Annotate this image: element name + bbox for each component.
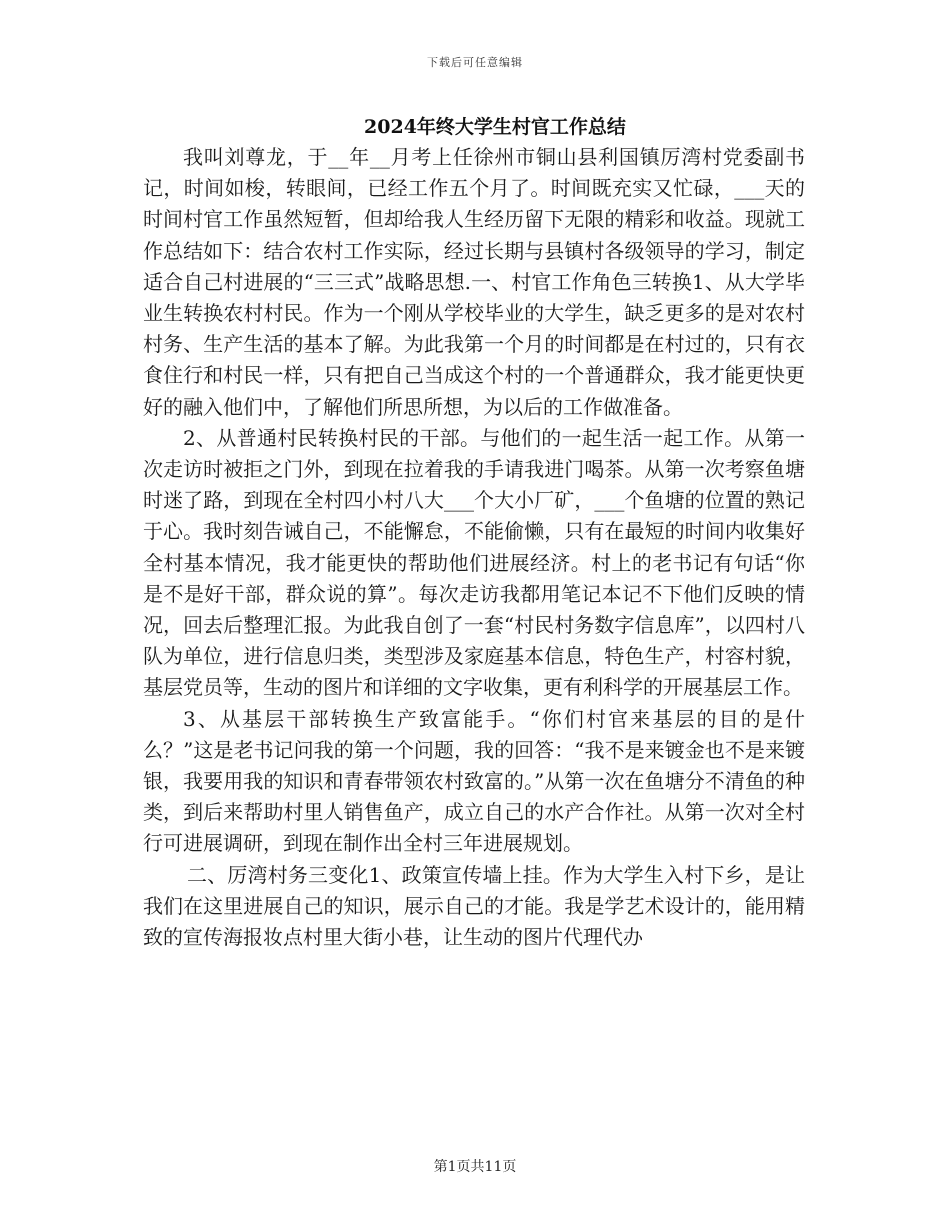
paragraph-2: 2、从普通村民转换村民的干部。与他们的一起生活一起工作。从第一次走访时被拒之门外，到现在拉着我的手请我进门喝茶。从第一次考察鱼塘时迷了路，到现在全村四小村八大___个大小厂矿，___个鱼塘的位置的熟记于心。我时刻告诫自己，不能懈怠，不能偷懒，只有在最短的时间内收集好全村基本情况，我才能更快的帮助他们进展经济。村上的老书记有句话“你是不是好干部，群众说的算”。每次走访我都用笔记本记不下他们反映的情况，回去后整理汇报。为此我自创了一套“村民村务数字信息库”，以四村八队为单位，进行信息归类，类型涉及家庭基本信息，特色生产，村容村貌，基层党员等，生动的图片和详细的文字收集，更有利科学的开展基层工作。 [143,425,805,700]
paragraph-1: 我叫刘尊龙，于__年__月考上任徐州市铜山县利国镇厉湾村党委副书记，时间如梭，转眼间，已经工作五个月了。时间既充实又忙碌，___天的时间村官工作虽然短暂，但却给我人生经历留下无限的精彩和收益。现就工作总结如下：结合农村工作实际，经过长期与县镇村各级领导的学习，制定适合自己村进展的“三三式”战略思想.一、村官工作角色三转换1、从大学毕业生转换农村村民。作为一个刚从学校毕业的大学生，缺乏更多的是对农村村务、生产生活的基本了解。为此我第一个月的时间都是在村过的，只有衣食住行和村民一样，只有把自己当成这个村的一个普通群众，我才能更快更好的融入他们中，了解他们所思所想，为以后的工作做准备。 [143,145,805,419]
paragraph-3: 3、从基层干部转换生产致富能手。“你们村官来基层的目的是什么？”这是老书记问我的第一个问题，我的回答：“我不是来镀金也不是来镀银，我要用我的知识和青春带领农村致富的。”从第一次在鱼塘分不清鱼的种类，到后来帮助村里人销售鱼产，成立自己的水产合作社。从第一次对全村行可进展调研，到现在制作出全村三年进展规划。 [143,706,805,856]
page-number: 第1页共11页 [433,1159,517,1175]
document-title: 2024年终大学生村官工作总结 [364,116,626,138]
paragraph-4: 二、厉湾村务三变化1、政策宣传墙上挂。作为大学生入村下乡，是让我们在这里进展自己的知识，展示自己的才能。我是学艺术设计的，能用精致的宣传海报妆点村里大街小巷，让生动的图片代理代办 [143,862,805,950]
header-note: 下载后可任意编辑 [427,56,523,69]
document-body [143,142,805,953]
